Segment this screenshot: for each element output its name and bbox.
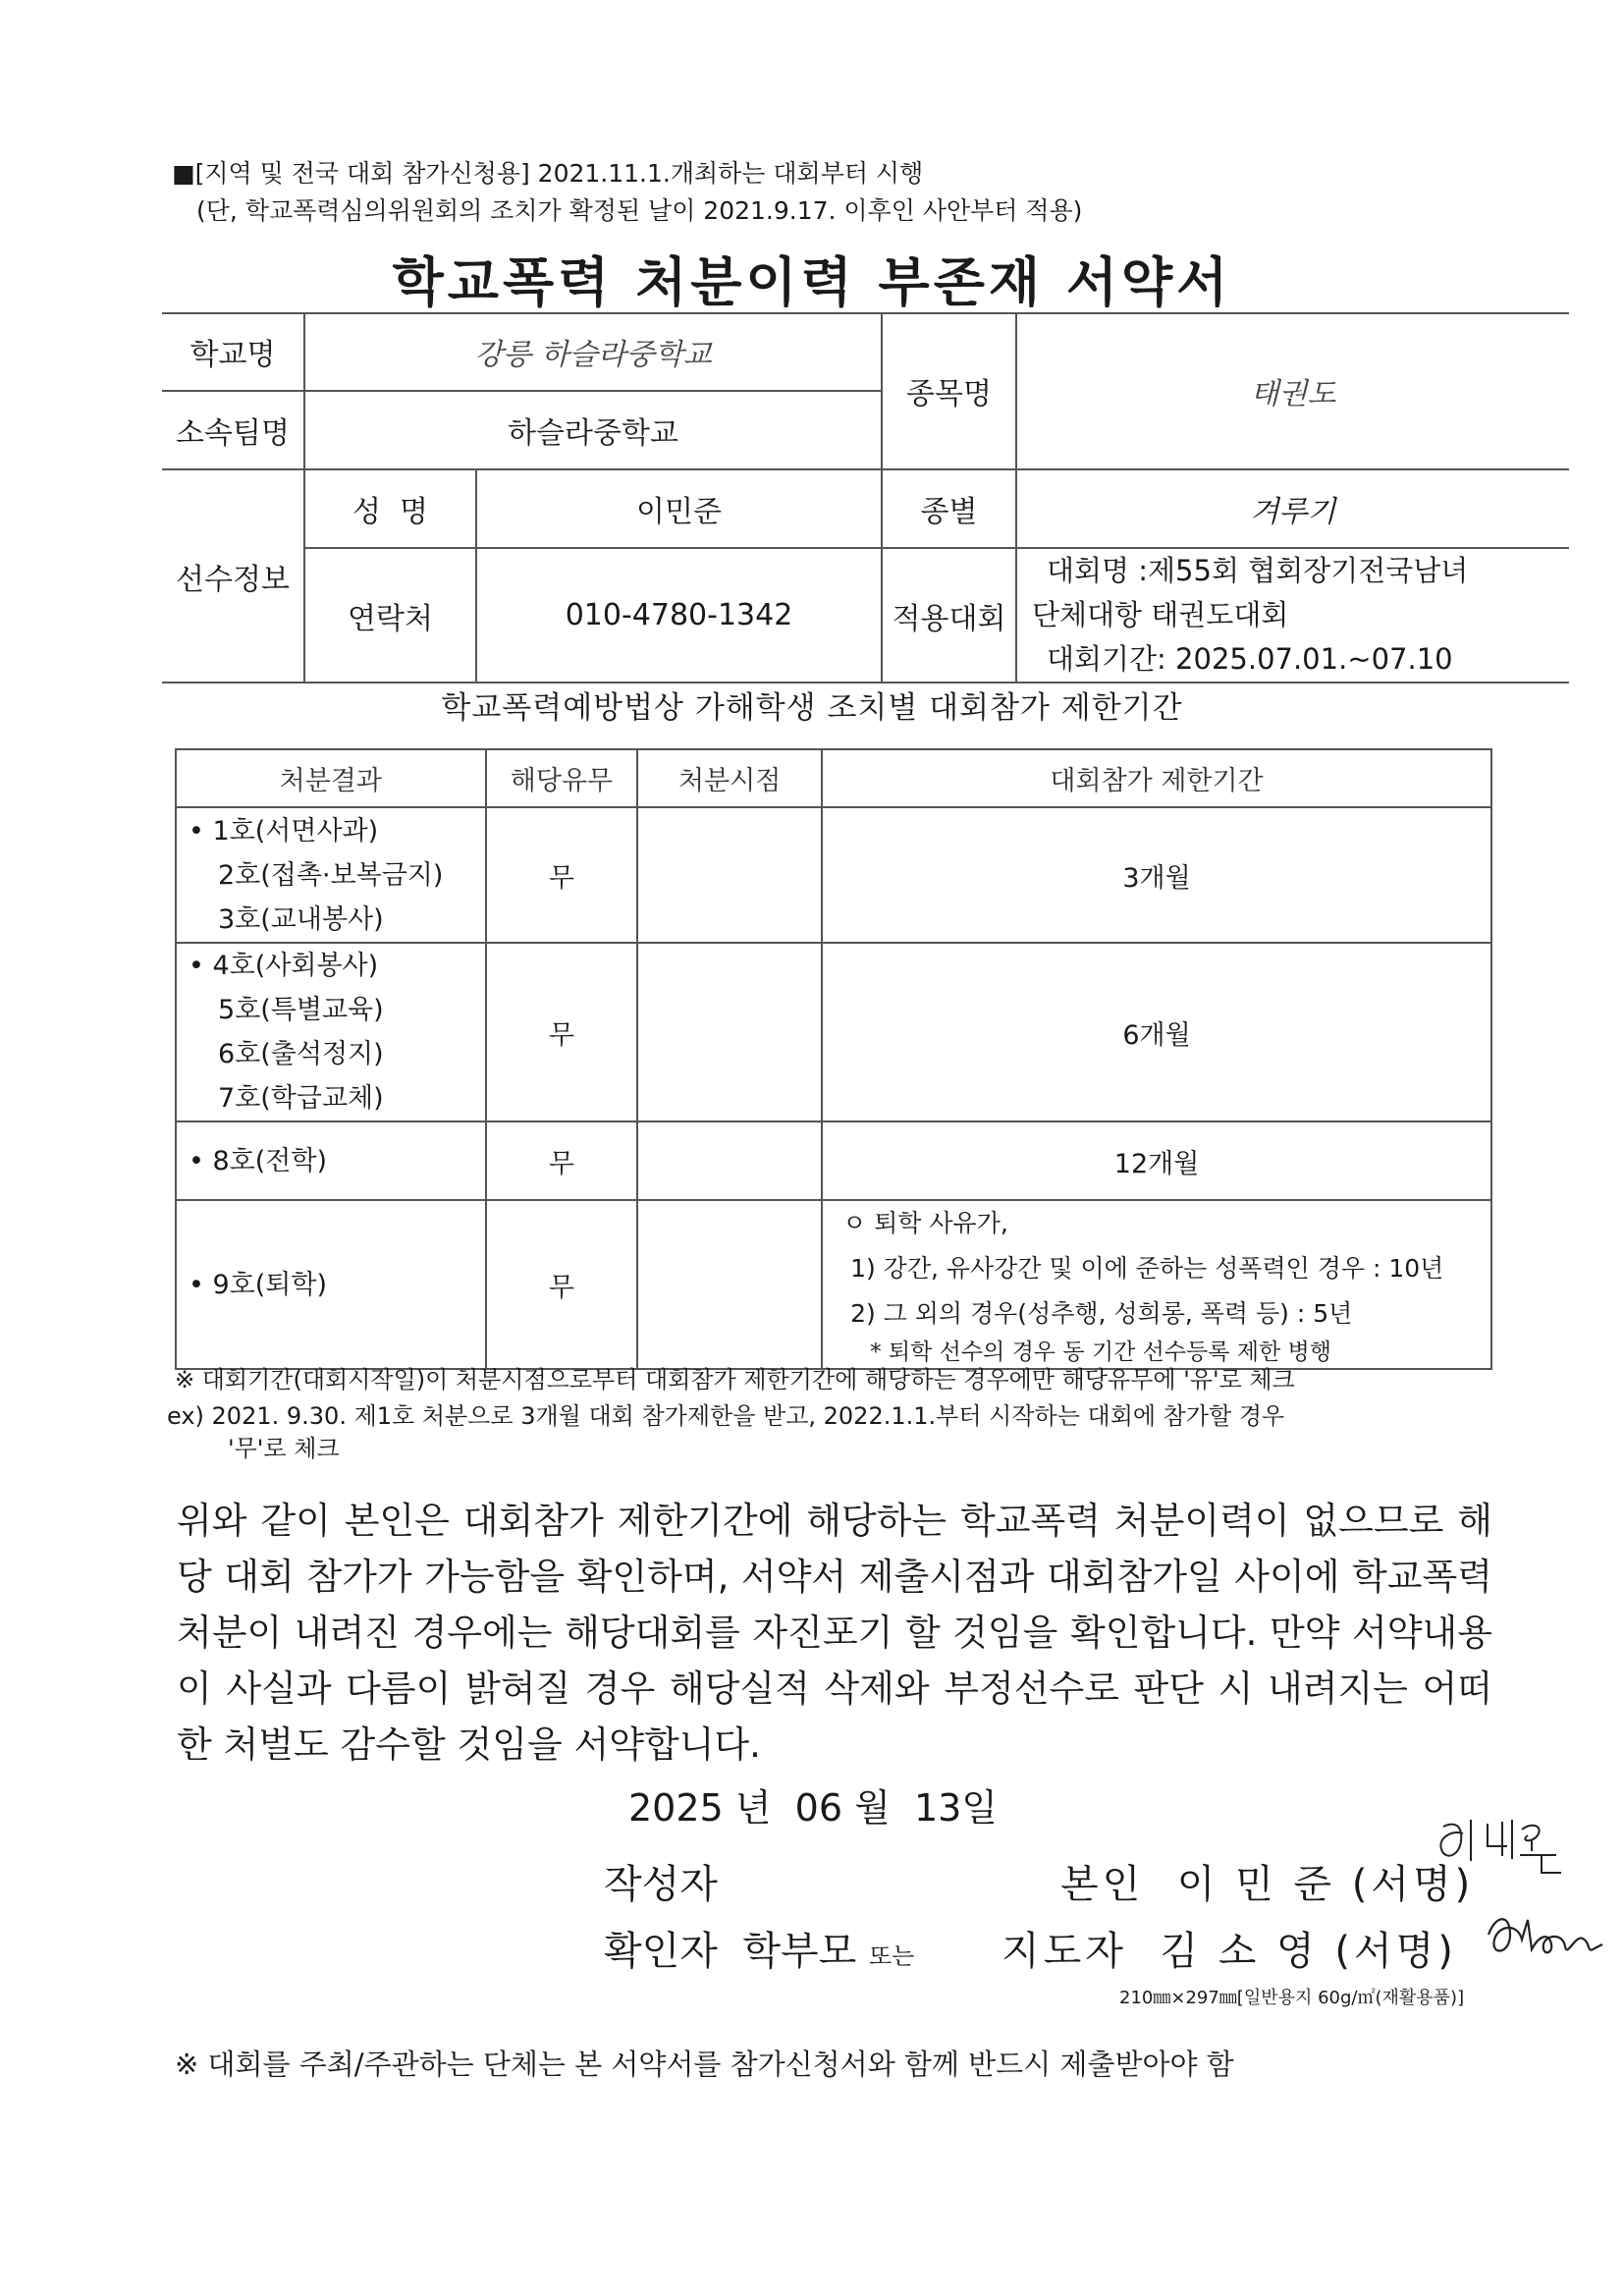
limit-line: * 퇴학 선수의 경우 동 기간 선수등록 제한 병행 xyxy=(870,1339,1331,1365)
list-item: • 9호(퇴학) xyxy=(189,1269,327,1300)
result-cell xyxy=(176,943,486,1121)
limit-line: 2) 그 외의 경우(성추행, 성희롱, 폭력 등) : 5년 xyxy=(850,1299,1353,1328)
limit-cell: 6개월 xyxy=(822,943,1491,1121)
table-row xyxy=(176,1200,1491,1369)
list-item: 7호(학급교체) xyxy=(218,1083,384,1114)
header-line-1: ■[지역 및 전국 대회 참가신청용] 2021.11.1.개최하는 대회부터 시행 xyxy=(172,159,924,188)
limit-line: ㅇ 퇴학 사유가, xyxy=(842,1209,1008,1237)
event-value: 겨루기 xyxy=(1016,469,1569,548)
team-value: 하슬라중학교 xyxy=(304,391,882,469)
applicable-cell: 무 xyxy=(486,943,638,1121)
confirmer-value: 지도자 김 소 영 (서명) xyxy=(1001,1929,1457,1974)
writer-label: 작성자 xyxy=(604,1862,718,1907)
col-header-time: 처분시점 xyxy=(637,749,822,807)
competition-name-2: 단체대항 태권도대회 xyxy=(1032,598,1289,631)
limit-cell: 12개월 xyxy=(822,1121,1491,1200)
note-3: '무'로 체크 xyxy=(228,1435,340,1462)
table-row xyxy=(176,943,1491,1121)
table-row xyxy=(176,1121,1491,1200)
applicable-cell: 무 xyxy=(486,807,638,943)
school-label: 학교명 xyxy=(162,312,304,391)
competition-value xyxy=(1016,548,1569,683)
event-label: 종별 xyxy=(882,469,1016,548)
col-header-limit: 대회참가 제한기간 xyxy=(822,749,1491,807)
competition-label: 적용대회 xyxy=(882,548,1016,683)
pledge-date: 2025 년 06 월 13일 xyxy=(628,1786,999,1830)
info-table xyxy=(162,312,1569,683)
col-header-applicable: 해당유무 xyxy=(486,749,638,807)
time-cell xyxy=(637,1121,822,1200)
or-text: 또는 xyxy=(869,1942,915,1970)
list-item: • 1호(서면사과) xyxy=(189,815,379,847)
confirmer-label-text: 확인자 학부모 xyxy=(604,1929,857,1974)
writer-value: 본인 이 민 준 (서명) xyxy=(1060,1862,1475,1907)
contact-value: 010-4780-1342 xyxy=(476,548,882,683)
table-row xyxy=(176,807,1491,943)
penalty-subtitle: 학교폭력예방법상 가해학생 조치별 대회참가 제한기간 xyxy=(441,690,1183,726)
paper-spec: 210㎜×297㎜[일반용지 60g/㎡(재활용품)] xyxy=(1119,1988,1465,2008)
result-cell xyxy=(176,1200,486,1369)
footer-note: ※ 대회를 주최/주관하는 단체는 본 서약서를 참가신청서와 함께 반드시 제출받아야 함 xyxy=(175,2048,1234,2081)
limit-line: 1) 강간, 유사강간 및 이에 준하는 성폭력인 경우 : 10년 xyxy=(850,1254,1444,1283)
col-header-result: 처분결과 xyxy=(176,749,486,807)
competition-period: 대회기간: 2025.07.01.~07.10 xyxy=(1047,642,1453,676)
note-2: ex) 2021. 9.30. 제1호 처분으로 3개월 대회 참가제한을 받고, 2022.1.1.부터 시작하는 대회에 참가할 경우 xyxy=(167,1402,1285,1430)
time-cell xyxy=(637,807,822,943)
applicable-cell: 무 xyxy=(486,1121,638,1200)
list-item: • 4호(사회봉사) xyxy=(189,951,379,981)
list-item: 5호(특별교육) xyxy=(218,995,384,1025)
competition-name-1: 대회명 :제55회 협회장기전국남녀 xyxy=(1047,554,1469,587)
list-item: 6호(출석정지) xyxy=(218,1039,384,1069)
list-item: 3호(교내봉사) xyxy=(218,903,384,935)
school-value: 강릉 하슬라중학교 xyxy=(304,312,882,391)
applicable-cell: 무 xyxy=(486,1200,638,1369)
sport-label: 종목명 xyxy=(882,312,1016,469)
document-title: 학교폭력 처분이력 부존재 서약서 xyxy=(392,251,1232,313)
name-label: 성 명 xyxy=(304,469,476,548)
player-info-label: 선수정보 xyxy=(162,469,304,683)
note-1: ※ 대회기간(대회시작일)이 처분시점으로부터 대회참가 제한기간에 해당하는 경우에만 해당유무에 '유'로 체크 xyxy=(175,1366,1295,1394)
result-cell xyxy=(176,807,486,943)
penalty-table xyxy=(175,748,1492,1370)
list-item: • 8호(전학) xyxy=(189,1145,327,1176)
list-item: 2호(접촉·보복금지) xyxy=(218,859,444,891)
pledge-body: 위와 같이 본인은 대회참가 제한기간에 해당하는 학교폭력 처분이력이 없으므로 해당 대회 참가가 가능함을 확인하며, 서약서 제출시점과 대회참가일 사이에 학교폭력 처분이 내려진 경우에는 해당대회를 자진포기 할 것임을 확인합니다. 만약 서약내용이 사실과 다름이 밝혀질 경우 해당실적 삭제와 부정선수로 판단 시 내려지는 어떠한 처벌도 감수할 것임을 서약합니다. xyxy=(177,1500,1492,1766)
handwritten-signature-writer xyxy=(1434,1812,1571,1890)
team-label: 소속팀명 xyxy=(162,391,304,469)
handwritten-signature-confirmer xyxy=(1481,1895,1608,1974)
result-cell xyxy=(176,1121,486,1200)
time-cell xyxy=(637,943,822,1121)
time-cell xyxy=(637,1200,822,1369)
header-line-2: (단, 학교폭력심의위원회의 조치가 확정된 날이 2021.9.17. 이후인 사안부터 적용) xyxy=(196,196,1083,225)
name-value: 이민준 xyxy=(476,469,882,548)
contact-label: 연락처 xyxy=(304,548,476,683)
sport-value: 태권도 xyxy=(1016,312,1569,469)
limit-cell: 3개월 xyxy=(822,807,1491,943)
confirmer-label xyxy=(604,1920,914,1976)
limit-cell xyxy=(822,1200,1491,1369)
